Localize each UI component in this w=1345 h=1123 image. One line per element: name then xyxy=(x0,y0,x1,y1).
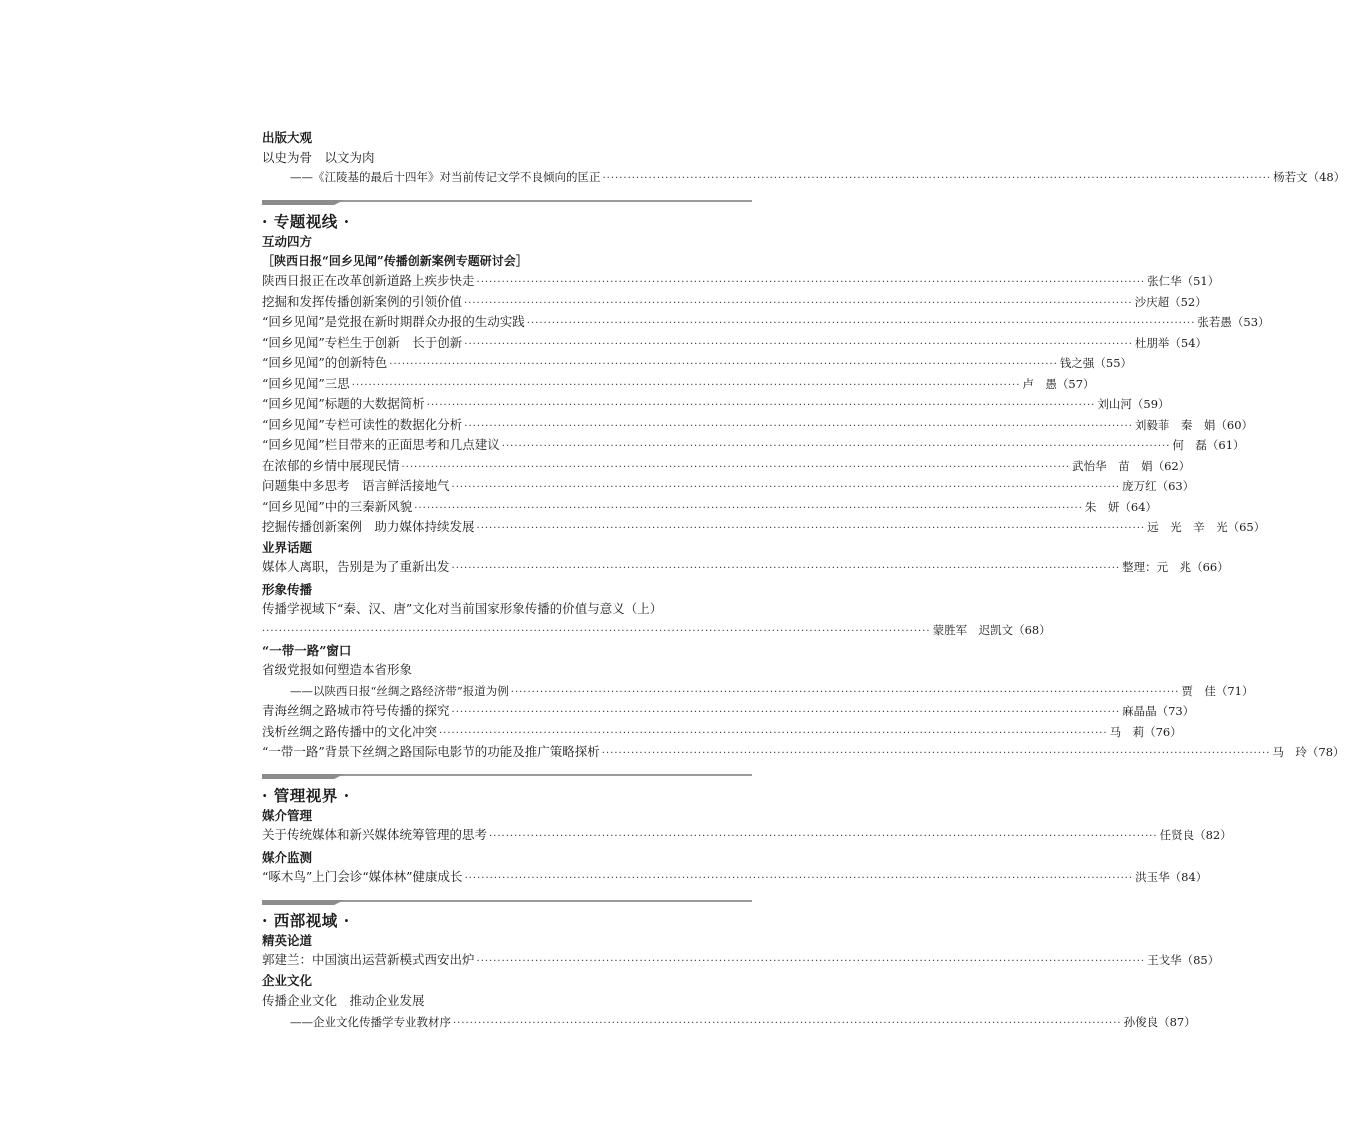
leader-dots xyxy=(489,827,1158,847)
category-heading: 互动四方 xyxy=(262,234,313,249)
entry-author: 张仁华（51） xyxy=(1147,274,1220,288)
leader-dots xyxy=(477,952,1146,972)
entry-title: 问题集中多思考 语言鲜活接地气 xyxy=(262,478,450,493)
toc-entry[interactable] xyxy=(262,950,1220,970)
entry-title: ——企业文化传播学专业教材序 xyxy=(290,1015,451,1029)
article-title[interactable]: 以史为骨 以文为肉 xyxy=(262,150,375,165)
leader-dots xyxy=(452,478,1121,498)
leader-dots xyxy=(389,355,1058,375)
category-heading: “一带一路”窗口 xyxy=(262,643,352,658)
leader-dots xyxy=(452,559,1121,579)
entry-author: 远 光 辛 光（65） xyxy=(1147,520,1266,534)
entry-author: 杨若文（48） xyxy=(1273,170,1345,184)
leader-dots xyxy=(464,417,1133,437)
toc-entry[interactable] xyxy=(262,701,1195,721)
entry-title: 郭建兰：中国演出运营新模式西安出炉 xyxy=(262,952,475,967)
leader-dots xyxy=(352,376,1021,396)
entry-title: 青海丝绸之路城市符号传播的探究 xyxy=(262,703,450,718)
entry-title: “一带一路”背景下丝绸之路国际电影节的功能及推广策略探析 xyxy=(262,744,600,759)
entry-author: 武怡华 苗 娟（62） xyxy=(1072,458,1191,473)
entry-title: “回乡见闻”专栏可读性的数据化分析 xyxy=(262,416,463,432)
toc-entry[interactable] xyxy=(290,167,1345,187)
section-divider xyxy=(262,200,752,206)
entry-title: “啄木鸟”上门会诊“媒体林”健康成长 xyxy=(262,869,463,884)
toc-entry[interactable] xyxy=(262,312,1270,332)
toc-entry[interactable] xyxy=(262,476,1195,496)
entry-author: 何 磊（61） xyxy=(1172,438,1245,452)
entry-title[interactable]: 传播企业文化 推动企业发展 xyxy=(262,993,425,1008)
entry-author: 蒙胜军 迟凯文（68） xyxy=(932,623,1051,637)
category-heading: 精英论道 xyxy=(262,933,313,948)
entry-author: 沙庆超（52） xyxy=(1134,294,1207,309)
entry-author: 张若愚（53） xyxy=(1197,315,1270,329)
entry-title: “回乡见闻”中的三秦新风貌 xyxy=(262,498,413,514)
toc-entry[interactable] xyxy=(262,394,1170,414)
toc-entry[interactable] xyxy=(262,435,1245,455)
toc-entry[interactable] xyxy=(290,1012,1196,1032)
entry-author: 整理：元 兆（66） xyxy=(1122,560,1229,574)
toc-entry[interactable] xyxy=(262,867,1208,887)
toc-entry[interactable] xyxy=(262,271,1220,291)
entry-title: ——《江陵基的最后十四年》对当前传记文学不良倾向的匡正 xyxy=(290,170,601,184)
entry-title[interactable]: 省级党报如何塑造本省形象 xyxy=(262,662,413,677)
entry-title: “回乡见闻”专栏生于创新 长于创新 xyxy=(262,334,463,350)
entry-title: ——以陕西日报“丝绸之路经济带”报道为例 xyxy=(290,684,509,698)
section-title: · 专题视线 · xyxy=(262,212,350,231)
entry-title[interactable]: 传播学视域下“秦、汉、唐”文化对当前国家形象传播的价值与意义（上） xyxy=(262,601,663,616)
entry-title: 挖掘传播创新案例 助力媒体持续发展 xyxy=(262,519,475,534)
toc-entry-continued[interactable] xyxy=(262,620,1051,640)
toc-entry[interactable] xyxy=(262,742,1345,762)
leader-dots xyxy=(477,519,1146,539)
leader-dots xyxy=(262,622,931,642)
leader-dots xyxy=(464,335,1133,355)
entry-author: 王戈华（85） xyxy=(1147,953,1220,967)
toc-entry[interactable] xyxy=(262,456,1191,476)
category-heading: 媒介监测 xyxy=(262,850,313,865)
toc-entry[interactable] xyxy=(262,374,1095,394)
leader-dots xyxy=(453,1014,1122,1034)
category-heading: 形象传播 xyxy=(262,582,313,597)
toc-entry[interactable] xyxy=(262,415,1254,435)
entry-title: 关于传统媒体和新兴媒体统筹管理的思考 xyxy=(262,827,488,842)
toc-entry[interactable] xyxy=(262,557,1229,577)
toc-entry[interactable] xyxy=(262,825,1232,845)
category-heading: 媒介管理 xyxy=(262,808,313,823)
toc-entry[interactable] xyxy=(262,333,1208,353)
category-heading: 企业文化 xyxy=(262,973,313,988)
entry-author: 朱 妍（64） xyxy=(1084,499,1158,514)
entry-title: 媒体人离职，告别是为了重新出发 xyxy=(262,559,450,574)
toc-entry[interactable] xyxy=(262,353,1133,373)
toc-entry[interactable] xyxy=(262,292,1207,312)
entry-author: 贾 佳（71） xyxy=(1181,684,1254,698)
entry-title: “回乡见闻”三思 xyxy=(262,375,350,391)
toc-entry[interactable] xyxy=(262,497,1158,517)
entry-author: 马 莉（76） xyxy=(1109,724,1182,739)
entry-title: 挖掘和发挥传播创新案例的引领价值 xyxy=(262,293,463,309)
entry-author: 庞万红（63） xyxy=(1122,479,1195,493)
leader-dots xyxy=(414,499,1083,519)
entry-author: 任贤良（82） xyxy=(1159,828,1232,842)
entry-author: 刘毅菲 秦 娟（60） xyxy=(1134,417,1254,432)
entry-title: 浅析丝绸之路传播中的文化冲突 xyxy=(262,723,438,739)
leader-dots xyxy=(602,744,1271,764)
entry-title: 在浓郁的乡情中展现民情 xyxy=(262,457,400,473)
entry-author: 卢 愚（57） xyxy=(1022,376,1095,391)
table-of-contents xyxy=(262,0,1345,1123)
leader-dots xyxy=(427,396,1096,416)
section-title: · 管理视界 · xyxy=(262,786,350,805)
entry-author: 洪玉华（84） xyxy=(1135,870,1208,884)
leader-dots xyxy=(502,437,1171,457)
leader-dots xyxy=(465,869,1134,889)
entry-title: “回乡见闻”栏目带来的正面思考和几点建议 xyxy=(262,437,500,452)
entry-author: 孙俊良（87） xyxy=(1123,1015,1196,1029)
section-title: · 西部视域 · xyxy=(262,911,350,930)
entry-author: 钱之强（55） xyxy=(1059,356,1133,370)
entry-author: 麻晶晶（73） xyxy=(1122,704,1195,718)
category-heading: 出版大观 xyxy=(262,130,313,145)
toc-entry[interactable] xyxy=(290,681,1254,701)
entry-title: “回乡见闻”标题的大数据简析 xyxy=(262,396,425,411)
leader-dots xyxy=(527,314,1196,334)
leader-dots xyxy=(511,683,1180,703)
symposium-heading: ［陕西日报“回乡见闻”传播创新案例专题研讨会］ xyxy=(262,254,528,268)
entry-author: 马 玲（78） xyxy=(1272,745,1345,759)
toc-entry[interactable] xyxy=(262,722,1182,742)
leader-dots xyxy=(452,703,1121,723)
leader-dots xyxy=(603,169,1272,189)
section-divider xyxy=(262,774,752,780)
section-divider xyxy=(262,900,752,906)
entry-title: 陕西日报正在改革创新道路上疾步快走 xyxy=(262,273,475,288)
entry-author: 刘山河（59） xyxy=(1097,397,1170,411)
leader-dots xyxy=(464,294,1133,314)
entry-title: “回乡见闻”是党报在新时期群众办报的生动实践 xyxy=(262,314,525,329)
toc-entry[interactable] xyxy=(262,517,1266,537)
entry-title: “回乡见闻”的创新特色 xyxy=(262,355,388,370)
leader-dots xyxy=(477,273,1146,293)
entry-author: 杜朋举（54） xyxy=(1134,335,1208,350)
leader-dots xyxy=(439,724,1108,744)
leader-dots xyxy=(402,458,1071,478)
category-heading: 业界话题 xyxy=(262,540,313,555)
